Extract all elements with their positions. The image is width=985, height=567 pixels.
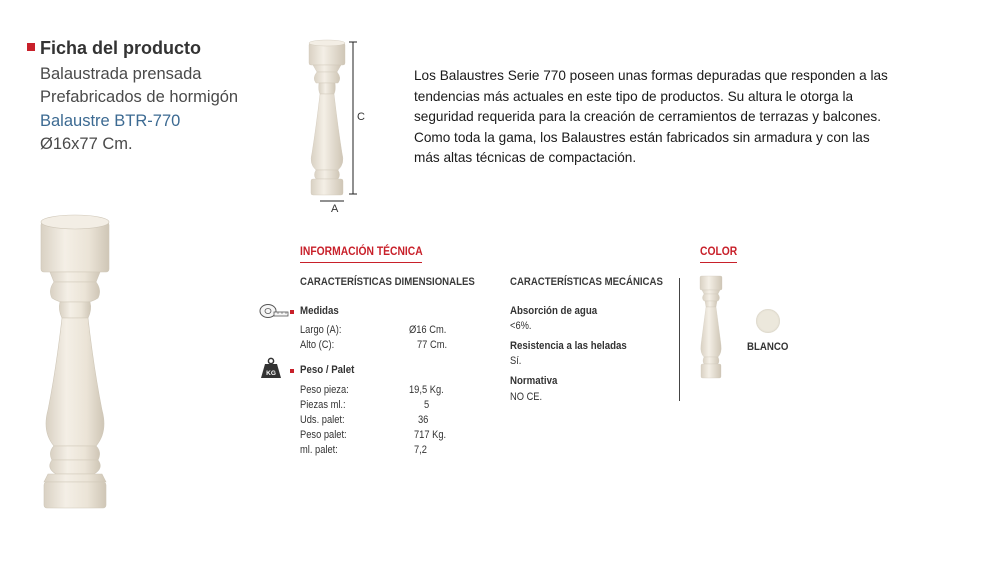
medidas-bullet: [290, 310, 294, 314]
description-line: Los Balaustres Serie 770 poseen unas formas depuradas que responden a las: [414, 68, 888, 83]
baluster-large-image: [36, 210, 116, 515]
piezas-ml-label: Piezas ml.:: [300, 399, 346, 411]
technical-info-underline: [300, 262, 422, 263]
largo-value: Ø16 Cm.: [409, 324, 447, 336]
piezas-ml-value: 5: [424, 399, 430, 411]
product-line-2: Prefabricados de hormigón: [40, 88, 239, 106]
description-line: seguridad requerida para la creación de cerramientos de terrazas y balcones.: [414, 109, 881, 124]
water-absorption-label: Absorción de agua: [510, 305, 598, 317]
description-line: tendencias más actuales en este tipo de productos. Su altura le otorga la: [414, 88, 854, 104]
color-title: COLOR: [700, 244, 738, 258]
color-swatch[interactable]: [756, 309, 780, 333]
peso-palet-label: Peso palet:: [300, 429, 347, 441]
description-line: Como toda la gama, los Balaustres están fabricados sin armadura y con las: [414, 129, 870, 145]
peso-palet-value: 717 Kg.: [414, 429, 447, 441]
color-title-underline: [700, 262, 737, 263]
color-swatch-name: BLANCO: [747, 341, 789, 353]
frost-resistance-label: Resistencia a las heladas: [510, 340, 627, 352]
alto-label: Alto (C):: [300, 339, 335, 351]
product-sheet-title: Ficha del producto: [40, 38, 202, 58]
standard-label: Normativa: [510, 375, 558, 387]
water-absorption-value: <6%.: [510, 320, 532, 332]
standard-value: NO CE.: [510, 391, 543, 403]
dimensional-heading: CARACTERÍSTICAS DIMENSIONALES: [300, 276, 475, 288]
weight-icon-text: KG: [266, 370, 276, 377]
peso-pieza-value: 19,5 Kg.: [409, 384, 444, 396]
tape-measure-icon: [259, 303, 289, 319]
baluster-dimension-drawing: [303, 38, 373, 218]
ml-palet-label: ml. palet:: [300, 444, 338, 456]
product-description: [414, 66, 954, 169]
technical-info-title: INFORMACIÓN TÉCNICA: [300, 244, 423, 258]
alto-value: 77 Cm.: [417, 339, 448, 351]
description-line: más altas técnicas de compactación.: [414, 150, 637, 165]
uds-palet-label: Uds. palet:: [300, 414, 345, 426]
product-line-1: Balaustrada prensada: [40, 65, 202, 83]
peso-bullet: [290, 369, 294, 373]
baluster-color-thumbnail: [698, 273, 724, 381]
product-size: Ø16x77 Cm.: [40, 135, 133, 153]
weight-icon: [260, 357, 282, 379]
mechanical-heading: CARACTERÍSTICAS MECÁNICAS: [510, 276, 663, 288]
uds-palet-value: 36: [418, 414, 429, 426]
ml-palet-value: 7,2: [414, 444, 427, 456]
peso-pieza-label: Peso pieza:: [300, 384, 349, 396]
dimension-label-c: C: [357, 111, 365, 123]
medidas-label: Medidas: [300, 305, 339, 317]
dimension-label-a: A: [331, 203, 339, 215]
largo-label: Largo (A):: [300, 324, 342, 336]
peso-palet-label: Peso / Palet: [300, 364, 355, 376]
frost-resistance-value: Sí.: [510, 355, 522, 367]
title-marker: [27, 43, 35, 51]
product-model: Balaustre BTR-770: [40, 112, 181, 130]
section-divider: [679, 278, 680, 401]
